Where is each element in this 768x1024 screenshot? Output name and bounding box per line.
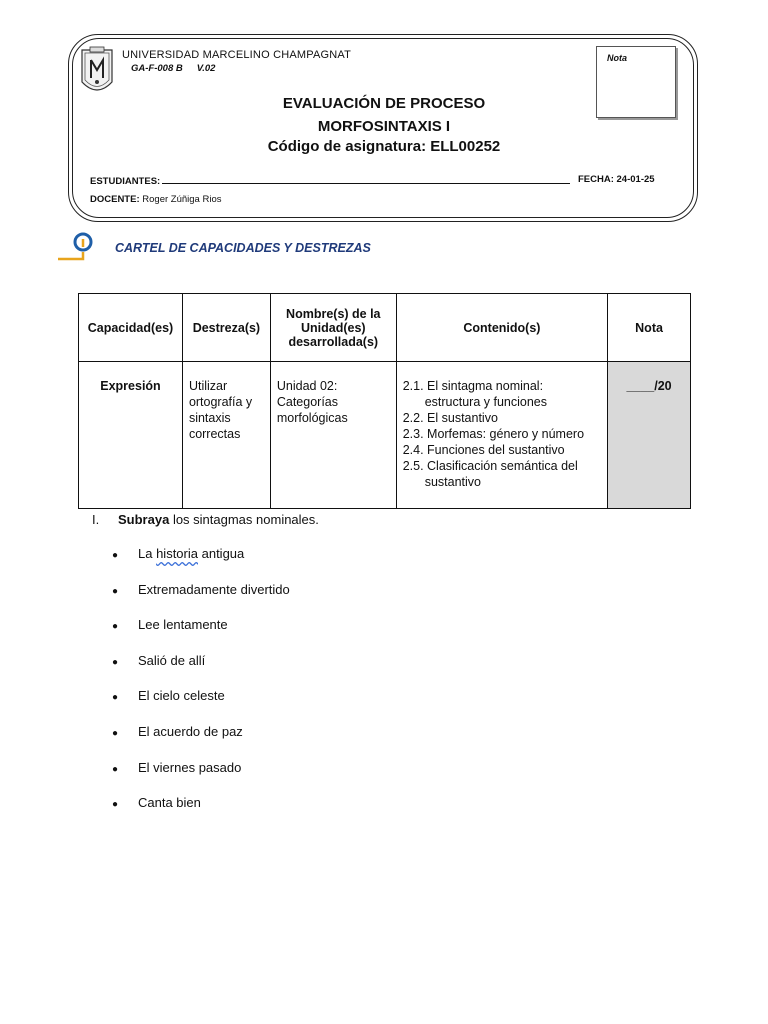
form-code-id: GA-F-008 B bbox=[131, 63, 183, 74]
teacher-field bbox=[90, 194, 221, 205]
table-header-row bbox=[79, 294, 691, 362]
bullet-icon: ● bbox=[112, 550, 119, 561]
exam-title: EVALUACIÓN DE PROCESO bbox=[282, 95, 486, 112]
item-text: El acuerdo de paz bbox=[138, 723, 243, 739]
form-version: V.02 bbox=[196, 63, 216, 74]
bullet-icon: ● bbox=[112, 727, 119, 739]
content-item: 2.3. Morfemas: género y número bbox=[402, 427, 585, 441]
skill-cell: Utilizar ortografía y sintaxis correctas bbox=[182, 362, 270, 509]
capacities-table bbox=[78, 293, 691, 509]
bullet-icon: ● bbox=[112, 621, 119, 633]
instruction-text: los sintagmas nominales. bbox=[172, 512, 319, 527]
content-item: 2.2. El sustantivo bbox=[402, 411, 498, 425]
bullet-icon: ● bbox=[112, 656, 119, 668]
column-header: Nota bbox=[608, 294, 691, 362]
teacher-name: Roger Zúñiga Rios bbox=[142, 194, 222, 205]
date-field: FECHA: 24-01-25 bbox=[578, 174, 655, 185]
bullet-icon: ● bbox=[112, 799, 119, 811]
item-text: Extremadamente divertido bbox=[138, 581, 290, 597]
cartel-title: CARTEL DE CAPACIDADES Y DESTREZAS bbox=[115, 241, 371, 255]
bullet-icon: ● bbox=[112, 585, 119, 597]
list-item[interactable] bbox=[112, 617, 290, 653]
item-text: Lee lentamente bbox=[138, 617, 228, 633]
university-name: UNIVERSIDAD MARCELINO CHAMPAGNAT bbox=[122, 49, 352, 61]
bullet-icon: ● bbox=[112, 692, 119, 704]
list-item[interactable] bbox=[112, 653, 290, 689]
instruction-verb: Subraya bbox=[118, 512, 170, 527]
content-list bbox=[403, 378, 601, 490]
exercise-instruction bbox=[92, 512, 319, 527]
students-blank-line[interactable] bbox=[162, 174, 570, 184]
bullet-icon: ● bbox=[112, 763, 119, 775]
exercise-number: I. bbox=[92, 512, 100, 527]
list-item[interactable] bbox=[112, 760, 290, 796]
course-code: Código de asignatura: ELL00252 bbox=[267, 138, 501, 155]
content-cell bbox=[396, 362, 607, 509]
column-header: Destreza(s) bbox=[182, 294, 270, 362]
item-text: antigua bbox=[198, 546, 245, 561]
table-row bbox=[79, 362, 691, 509]
content-item: 2.4. Funciones del sustantivo bbox=[402, 443, 565, 457]
unit-cell: Unidad 02: Categorías morfológicas bbox=[270, 362, 396, 509]
list-item[interactable] bbox=[112, 688, 290, 724]
grade-cell[interactable]: ____/20 bbox=[608, 362, 691, 509]
content-item: 2.5. Clasificación semántica del sustantivo bbox=[402, 459, 578, 489]
list-item[interactable] bbox=[112, 724, 290, 760]
students-field bbox=[90, 174, 570, 187]
content-item: 2.1. El sintagma nominal: estructura y funciones bbox=[402, 379, 547, 409]
exercise-list bbox=[112, 546, 290, 831]
item-text: Canta bien bbox=[138, 795, 201, 811]
students-label: ESTUDIANTES: bbox=[90, 176, 161, 187]
capacity-cell: Expresión bbox=[79, 362, 183, 509]
item-text: El viernes pasado bbox=[138, 759, 242, 775]
teacher-label: DOCENTE: bbox=[90, 194, 140, 205]
grade-box-label: Nota bbox=[607, 53, 627, 63]
item-text-marked: historia bbox=[156, 546, 198, 561]
column-header: Contenido(s) bbox=[396, 294, 607, 362]
list-item[interactable] bbox=[112, 795, 290, 831]
item-text: El cielo celeste bbox=[138, 688, 225, 704]
university-seal-logo bbox=[80, 46, 114, 98]
list-item[interactable] bbox=[112, 582, 290, 618]
course-name: MORFOSINTAXIS I bbox=[317, 118, 451, 135]
form-code bbox=[131, 63, 215, 74]
item-text: La bbox=[138, 546, 157, 561]
list-item[interactable] bbox=[112, 546, 290, 582]
column-header: Capacidad(es) bbox=[79, 294, 183, 362]
target-icon bbox=[56, 230, 98, 262]
item-text: Salió de allí bbox=[138, 652, 206, 668]
column-header: Nombre(s) de la Unidad(es) desarrollada(s) bbox=[270, 294, 396, 362]
